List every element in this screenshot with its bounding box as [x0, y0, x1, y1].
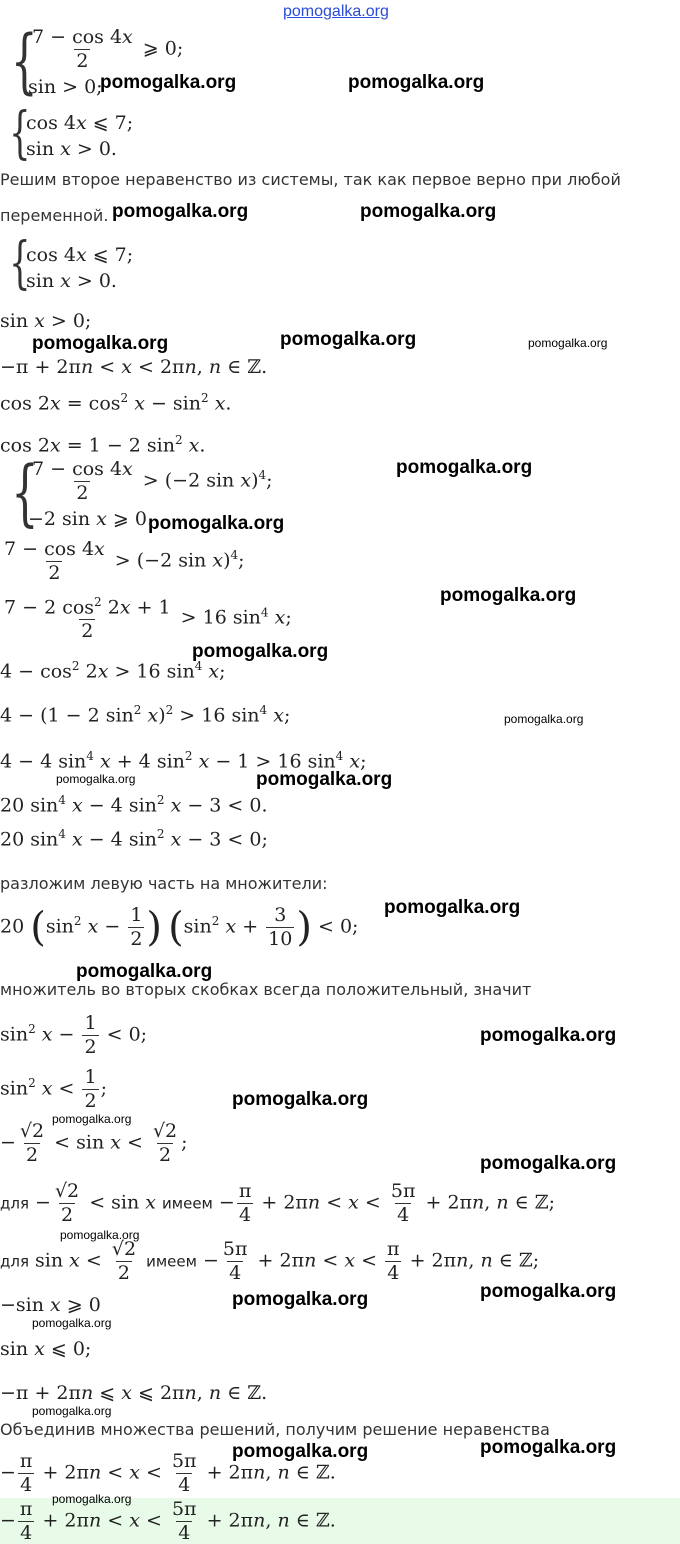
watermark: pomogalka.org	[100, 72, 237, 93]
system-brace: {	[10, 20, 38, 102]
formula: cos 4x ⩽ 7;	[26, 244, 134, 266]
watermark: pomogalka.org	[232, 1441, 369, 1462]
formula: sin x > 0.	[26, 138, 117, 160]
watermark-link[interactable]: pomogalka.org	[283, 3, 389, 20]
watermark: pomogalka.org	[360, 201, 497, 222]
formula: sin x ⩽ 0;	[0, 1338, 92, 1360]
watermark: pomogalka.org	[256, 769, 393, 790]
watermark: pomogalka.org	[280, 329, 417, 350]
watermark: pomogalka.org	[480, 1281, 617, 1302]
formula: $\frac{7 - 2 \cos^2 2x + 1}{2}$ > 16 $\sin^4 x$;	[4, 595, 292, 643]
formula: − $\frac{\pi}{4}$ + 2πn < x < $\frac{5\pi}{4}$ + 2πn, n ∈ ℤ.	[0, 1450, 336, 1496]
system-brace: {	[11, 450, 39, 534]
watermark: pomogalka.org	[192, 641, 329, 662]
watermark: pomogalka.org	[32, 333, 169, 354]
formula: 4 − (1 − 2 $\sin^2 x)^2 > 16$ $\sin^4 x$;	[0, 703, 291, 727]
paragraph: разложим левую часть на множители:	[0, 874, 328, 893]
watermark: pomogalka.org	[52, 1112, 132, 1126]
watermark: pomogalka.org	[348, 72, 485, 93]
system-brace: {	[9, 101, 31, 166]
paragraph: Решим второе неравенство из системы, так как первое верно при любой	[0, 170, 621, 189]
paragraph: Объединив множества решений, получим решение неравенства	[0, 1420, 550, 1439]
formula: cos 4x ⩽ 7;	[26, 112, 134, 134]
watermark: pomogalka.org	[384, 897, 521, 918]
watermark: pomogalka.org	[396, 457, 533, 478]
watermark: pomogalka.org	[52, 1492, 132, 1506]
answer-formula: − $\frac{\pi}{4}$ + 2πn < x < $\frac{5\pi}{4}$ + 2πn, n ∈ ℤ.	[0, 1498, 336, 1544]
watermark: pomogalka.org	[480, 1437, 617, 1458]
formula: для − $\frac{√2}{2}$ < sin x имеем − $\frac{\pi}{4}$ + 2πn < x < $\frac{5\pi}{4}$ + 2πn, n ∈ ℤ;	[0, 1180, 556, 1226]
formula: для sin x < $\frac{√2}{2}$ имеем − $\frac{5\pi}{4}$ + 2πn < x < $\frac{\pi}{4}$ + 2πn, n ∈ ℤ;	[0, 1238, 540, 1284]
formula: −π + 2πn ⩽ x ⩽ 2πn, n ∈ ℤ.	[0, 1382, 268, 1404]
watermark: pomogalka.org	[32, 1404, 112, 1418]
paragraph: переменной.	[0, 206, 109, 225]
formula: sin > 0;	[28, 76, 103, 98]
formula: $\sin^2 x$ − $\frac{1}{2}$ < 0;	[0, 1012, 148, 1058]
formula: cos 2x = 1 − 2 $\sin^2 x$.	[0, 433, 206, 457]
formula: 20 ($\sin^2$ x − $\frac{1}{2}$ ) ($\sin^2$ x + $\frac{3}{10}$ ) < 0;	[0, 904, 359, 951]
formula: 4 − 4 $\sin^4 x + 4$ $\sin^2 x - 1 > 16$ $\sin^4 x$;	[0, 749, 367, 773]
paragraph: множитель во вторых скобках всегда положительный, значит	[0, 980, 532, 999]
formula: sin x > 0.	[26, 270, 117, 292]
watermark: pomogalka.org	[480, 1153, 617, 1174]
watermark: pomogalka.org	[504, 712, 584, 726]
watermark: pomogalka.org	[440, 585, 577, 606]
watermark: pomogalka.org	[480, 1025, 617, 1046]
watermark: pomogalka.org	[56, 772, 136, 786]
formula: $\frac{7 - \cos 4x}{2}$ > (−2 sin x)$^4$;	[32, 458, 273, 504]
system-brace: {	[9, 231, 31, 296]
formula: $4 - \cos^2 2x > 16$ $\sin^4 x$;	[0, 659, 226, 683]
watermark: pomogalka.org	[528, 336, 608, 350]
watermark: pomogalka.org	[148, 513, 285, 534]
watermark: pomogalka.org	[76, 961, 213, 982]
watermark: pomogalka.org	[60, 1228, 140, 1242]
label-have: имеем	[146, 1252, 197, 1271]
formula: − $\frac{√2}{2}$ < sin x < $\frac{√2}{2}$ ;	[0, 1120, 188, 1166]
formula: −2 sin x ⩾ 0.	[28, 508, 154, 530]
formula: $\cos 2x = \cos^2 x - \sin^2 x$.	[0, 391, 232, 415]
formula: −sin x ⩾ 0	[0, 1294, 101, 1316]
label-for: для	[0, 1194, 29, 1213]
watermark: pomogalka.org	[112, 201, 249, 222]
label-have: имеем	[162, 1194, 213, 1213]
watermark: pomogalka.org	[32, 1316, 112, 1330]
formula: sin x > 0;	[0, 310, 92, 332]
formula: $\sin^2 x$ < $\frac{1}{2}$ ;	[0, 1066, 107, 1112]
watermark: pomogalka.org	[232, 1289, 369, 1310]
label-for: для	[0, 1252, 29, 1271]
formula: 20 $\sin^4 x - 4$ $\sin^2 x - 3 < 0$;	[0, 827, 268, 851]
watermark: pomogalka.org	[232, 1089, 369, 1110]
formula: $\frac{7 - \cos 4x}{2}$ > (−2 sin x)$^4$;	[4, 538, 245, 584]
formula: $\frac{7 - \cos 4x}{2}$ ⩾ 0;	[32, 26, 184, 72]
formula: −π + 2πn < x < 2πn, n ∈ ℤ.	[0, 356, 268, 378]
formula: 20 $\sin^4 x - 4$ $\sin^2 x - 3 < 0$.	[0, 793, 268, 817]
